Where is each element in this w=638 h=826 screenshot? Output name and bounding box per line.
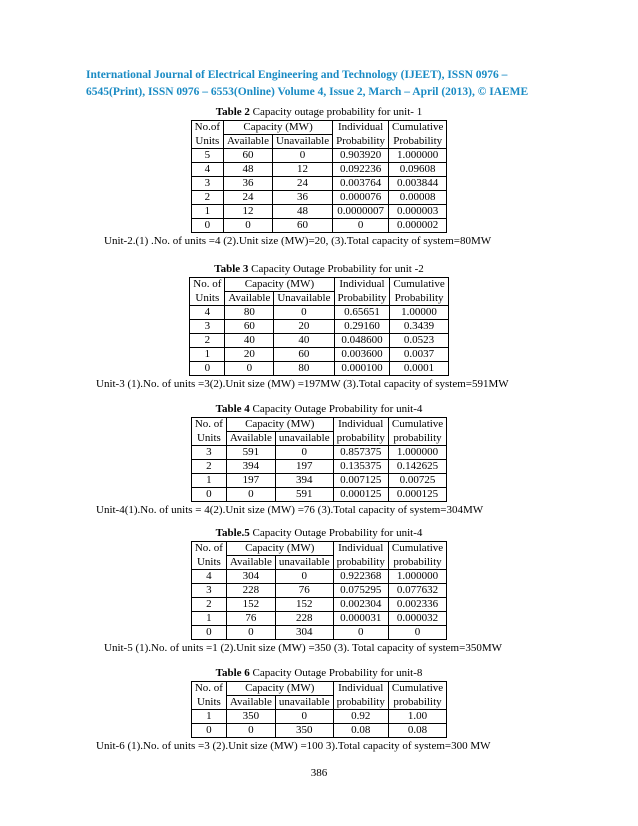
table-cell: 12	[224, 205, 273, 219]
table-row	[191, 626, 446, 640]
subheader-cell: Available	[226, 696, 275, 710]
table-row	[191, 177, 447, 191]
col-header-individual: Individual	[333, 121, 389, 135]
table-note: Unit-4(1).No. of units = 4(2).Unit size (MW) =76 (3).Total capacity of system=304MW	[96, 504, 484, 516]
table-cell: 0	[190, 362, 225, 376]
table-cell: 0.000003	[389, 205, 447, 219]
table-cell: 0	[226, 488, 275, 502]
table-header-row	[191, 682, 446, 696]
table-cell: 4	[191, 163, 223, 177]
subheader-cell: probability	[333, 432, 388, 446]
table-header-row	[191, 418, 446, 432]
col-header-units: No. of	[191, 418, 226, 432]
col-header-cumulative: Cumulative	[389, 121, 447, 135]
table-cell: 197	[226, 474, 275, 488]
table-cell: 0.142625	[388, 460, 446, 474]
table-cell: 60	[272, 219, 332, 233]
subheader-cell: Available	[226, 556, 275, 570]
journal-header-line-1: International Journal of Electrical Engineering and Technology (IJEET), ISSN 0976 –	[86, 69, 508, 81]
table-row	[190, 334, 448, 348]
table-cell: 1.000000	[389, 149, 447, 163]
table-header-row	[191, 121, 447, 135]
table-header-row	[190, 278, 448, 292]
table-cell: 76	[275, 584, 333, 598]
table-note: Unit-6 (1).No. of units =3 (2).Unit size (MW) =100 3).Total capacity of system=300 MW	[96, 740, 491, 752]
table-cell: 76	[226, 612, 275, 626]
table-subheader-row	[190, 292, 448, 306]
table-6-block	[0, 667, 638, 753]
table-2-block	[0, 106, 638, 248]
table-cell: 40	[274, 334, 334, 348]
table-cell: 350	[275, 724, 333, 738]
subheader-cell: unavailable	[275, 556, 333, 570]
table-row	[191, 598, 446, 612]
table-caption: Table 4 Capacity Outage Probability for unit-4	[215, 403, 423, 415]
subheader-cell: probability	[388, 696, 446, 710]
table-row	[191, 488, 446, 502]
table-cell: 3	[191, 584, 226, 598]
table-row	[190, 306, 448, 320]
table-cell: 48	[224, 163, 273, 177]
table-cell: 12	[272, 163, 332, 177]
table-cell: 0	[224, 219, 273, 233]
table-cell: 60	[274, 348, 334, 362]
table-cell: 60	[224, 149, 273, 163]
outage-table-6	[191, 681, 447, 738]
table-cell: 20	[225, 348, 274, 362]
table-cell: 0.003600	[334, 348, 390, 362]
table-cell: 0.00008	[389, 191, 447, 205]
table-cell: 48	[272, 205, 332, 219]
table-row	[191, 474, 446, 488]
subheader-cell: Probability	[389, 135, 447, 149]
table-cell: 0.92	[333, 710, 388, 724]
table-cell: 2	[191, 460, 226, 474]
col-header-cumulative: Cumulative	[388, 682, 446, 696]
outage-table-2	[191, 120, 448, 233]
subheader-cell: Units	[191, 556, 226, 570]
table-cell: 3	[190, 320, 225, 334]
table-row	[191, 612, 446, 626]
subheader-cell: Units	[190, 292, 225, 306]
table-note: Unit-2.(1) .No. of units =4 (2).Unit size (MW)=20, (3).Total capacity of system=80MW	[104, 235, 492, 247]
col-header-units: No. of	[190, 278, 225, 292]
table-cell: 152	[275, 598, 333, 612]
table-row	[191, 149, 447, 163]
col-header-capacity: Capacity (MW)	[226, 542, 333, 556]
table-cell: 1	[191, 205, 223, 219]
table-cell: 0.075295	[333, 584, 388, 598]
table-cell: 152	[226, 598, 275, 612]
table-cell: 0.000002	[389, 219, 447, 233]
table-caption: Table 3 Capacity Outage Probability for unit -2	[214, 263, 424, 275]
table-cell: 0.3439	[390, 320, 448, 334]
page-number: 386	[310, 767, 328, 779]
table-cell: 60	[225, 320, 274, 334]
subheader-cell: Unavailable	[274, 292, 334, 306]
outage-table-5	[191, 541, 447, 640]
table-cell: 40	[225, 334, 274, 348]
table-row	[191, 570, 446, 584]
journal-header	[86, 67, 556, 101]
table-cell: 228	[226, 584, 275, 598]
table-cell: 0.002336	[388, 598, 446, 612]
table-cell: 0.000076	[333, 191, 389, 205]
table-cell: 1	[190, 348, 225, 362]
table-cell: 0.0000007	[333, 205, 389, 219]
table-cell: 0.003844	[389, 177, 447, 191]
col-header-capacity: Capacity (MW)	[225, 278, 334, 292]
subheader-cell: probability	[388, 432, 446, 446]
table-cell: 5	[191, 149, 223, 163]
col-header-units: No. of	[191, 542, 226, 556]
table-row	[191, 460, 446, 474]
table-row	[191, 163, 447, 177]
table-row	[191, 724, 446, 738]
table-row	[190, 362, 448, 376]
table-caption: Table.5 Capacity Outage Probability for unit-4	[215, 527, 423, 539]
subheader-cell: probability	[333, 556, 388, 570]
table-cell: 228	[275, 612, 333, 626]
table-caption: Table 2 Capacity outage probability for unit- 1	[215, 106, 423, 118]
col-header-cumulative: Cumulative	[390, 278, 448, 292]
table-cell: 304	[275, 626, 333, 640]
table-cell: 591	[226, 446, 275, 460]
table-cell: 1	[191, 612, 226, 626]
subheader-cell: Unavailable	[272, 135, 332, 149]
table-cell: 20	[274, 320, 334, 334]
table-cell: 0.000125	[388, 488, 446, 502]
subheader-cell: unavailable	[275, 696, 333, 710]
table-cell: 0.65651	[334, 306, 390, 320]
col-header-individual: Individual	[333, 542, 388, 556]
col-header-individual: Individual	[333, 682, 388, 696]
subheader-cell: Probability	[334, 292, 390, 306]
table-cell: 1	[191, 474, 226, 488]
table-cell: 4	[191, 570, 226, 584]
table-cell: 591	[275, 488, 333, 502]
col-header-cumulative: Cumulative	[388, 418, 446, 432]
table-cell: 0	[275, 710, 333, 724]
col-header-units: No. of	[191, 682, 226, 696]
table-subheader-row	[191, 432, 446, 446]
table-cell: 24	[272, 177, 332, 191]
table-cell: 4	[190, 306, 225, 320]
table-cell: 0.08	[333, 724, 388, 738]
table-subheader-row	[191, 556, 446, 570]
table-cell: 0.08	[388, 724, 446, 738]
table-cell: 0.092236	[333, 163, 389, 177]
table-row	[190, 320, 448, 334]
table-caption: Table 6 Capacity Outage Probability for unit-8	[215, 667, 423, 679]
table-cell: 36	[224, 177, 273, 191]
table-cell: 0.000125	[333, 488, 388, 502]
table-row	[191, 191, 447, 205]
table-row	[191, 446, 446, 460]
table-cell: 0.000032	[388, 612, 446, 626]
col-header-individual: Individual	[334, 278, 390, 292]
table-subheader-row	[191, 696, 446, 710]
table-cell: 0	[275, 570, 333, 584]
table-cell: 0.29160	[334, 320, 390, 334]
subheader-cell: probability	[388, 556, 446, 570]
table-5-block	[0, 527, 638, 655]
table-cell: 0	[226, 724, 275, 738]
table-note: Unit-5 (1).No. of units =1 (2).Unit size (MW) =350 (3). Total capacity of system=350MW	[104, 642, 502, 654]
table-3-block	[0, 263, 638, 391]
table-4-block	[0, 403, 638, 517]
table-cell: 0	[191, 219, 223, 233]
outage-table-4	[191, 417, 447, 502]
table-cell: 0	[274, 306, 334, 320]
table-cell: 2	[191, 598, 226, 612]
table-cell: 0.135375	[333, 460, 388, 474]
table-cell: 0	[191, 626, 226, 640]
table-cell: 2	[190, 334, 225, 348]
table-cell: 0	[191, 488, 226, 502]
table-row	[191, 205, 447, 219]
table-cell: 3	[191, 446, 226, 460]
table-cell: 0	[191, 724, 226, 738]
table-subheader-row	[191, 135, 447, 149]
table-cell: 0	[333, 219, 389, 233]
subheader-cell: unavailable	[275, 432, 333, 446]
subheader-cell: Units	[191, 432, 226, 446]
table-cell: 0.007125	[333, 474, 388, 488]
table-header-row	[191, 542, 446, 556]
table-note: Unit-3 (1).No. of units =3(2).Unit size (MW) =197MW (3).Total capacity of system=591MW	[96, 378, 509, 390]
subheader-cell: probability	[333, 696, 388, 710]
table-row	[191, 219, 447, 233]
table-cell: 1.000000	[388, 446, 446, 460]
col-header-individual: Individual	[333, 418, 388, 432]
table-cell: 0.077632	[388, 584, 446, 598]
table-cell: 36	[272, 191, 332, 205]
table-cell: 0.048600	[334, 334, 390, 348]
table-cell: 0	[225, 362, 274, 376]
subheader-cell: Available	[225, 292, 274, 306]
table-cell: 0	[275, 446, 333, 460]
table-cell: 3	[191, 177, 223, 191]
table-row	[191, 710, 446, 724]
col-header-units: No.of	[191, 121, 223, 135]
table-cell: 0.000100	[334, 362, 390, 376]
table-cell: 1.00	[388, 710, 446, 724]
table-cell: 1.00000	[390, 306, 448, 320]
table-cell: 0.0037	[390, 348, 448, 362]
table-cell: 0	[272, 149, 332, 163]
table-cell: 0.903920	[333, 149, 389, 163]
subheader-cell: Available	[226, 432, 275, 446]
subheader-cell: Available	[224, 135, 273, 149]
table-cell: 1.000000	[388, 570, 446, 584]
table-cell: 0.09608	[389, 163, 447, 177]
table-cell: 80	[225, 306, 274, 320]
col-header-capacity: Capacity (MW)	[226, 682, 333, 696]
table-cell: 0.000031	[333, 612, 388, 626]
table-cell: 350	[226, 710, 275, 724]
subheader-cell: Probability	[390, 292, 448, 306]
table-cell: 394	[226, 460, 275, 474]
col-header-cumulative: Cumulative	[388, 542, 446, 556]
table-cell: 0.0001	[390, 362, 448, 376]
table-cell: 0	[226, 626, 275, 640]
table-cell: 0.003764	[333, 177, 389, 191]
table-cell: 1	[191, 710, 226, 724]
table-cell: 0	[333, 626, 388, 640]
journal-header-line-2: 6545(Print), ISSN 0976 – 6553(Online) Volume 4, Issue 2, March – April (2013), © IAEME	[86, 86, 529, 98]
table-cell: 0.857375	[333, 446, 388, 460]
outage-table-3	[189, 277, 448, 376]
table-cell: 80	[274, 362, 334, 376]
table-cell: 0	[388, 626, 446, 640]
col-header-capacity: Capacity (MW)	[226, 418, 333, 432]
table-cell: 304	[226, 570, 275, 584]
subheader-cell: Units	[191, 135, 223, 149]
table-cell: 2	[191, 191, 223, 205]
table-row	[191, 584, 446, 598]
table-cell: 0.0523	[390, 334, 448, 348]
subheader-cell: Units	[191, 696, 226, 710]
table-cell: 197	[275, 460, 333, 474]
subheader-cell: Probability	[333, 135, 389, 149]
table-cell: 0.00725	[388, 474, 446, 488]
table-cell: 24	[224, 191, 273, 205]
table-cell: 0.002304	[333, 598, 388, 612]
table-cell: 394	[275, 474, 333, 488]
col-header-capacity: Capacity (MW)	[224, 121, 333, 135]
table-row	[190, 348, 448, 362]
table-cell: 0.922368	[333, 570, 388, 584]
